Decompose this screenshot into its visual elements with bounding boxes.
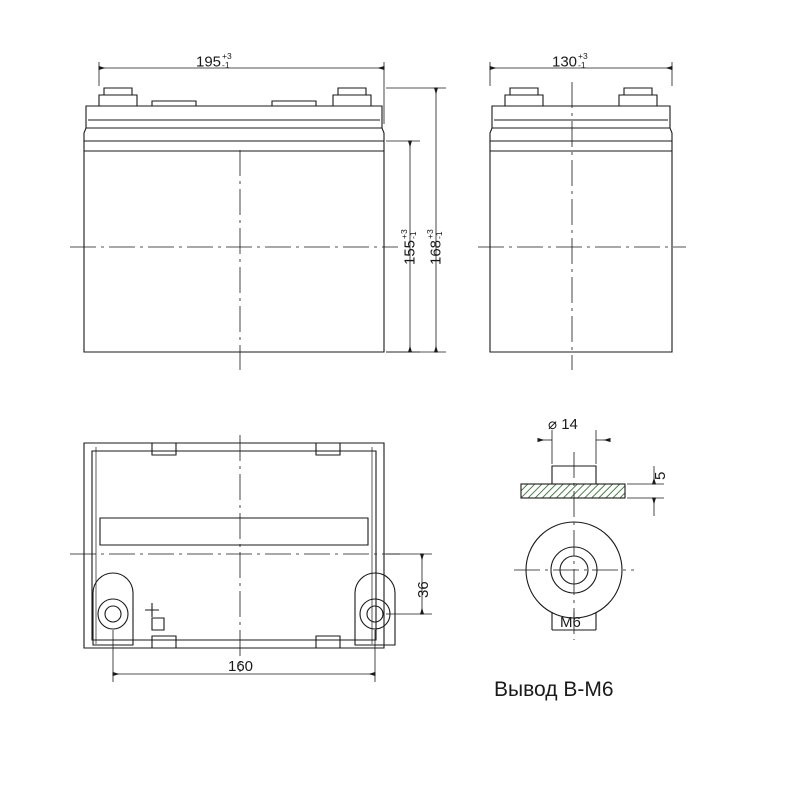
side-view-centerlines	[478, 82, 686, 370]
bottom-view-centerlines	[70, 435, 400, 672]
tol-upper: +3	[578, 51, 588, 61]
dimension-label-width: 195 +3 -1	[196, 51, 232, 71]
tol-upper: +3	[425, 229, 435, 239]
bottom-view	[84, 443, 395, 648]
terminal-detail-dimension-lines	[538, 430, 664, 622]
dimension-label-terminal-thread: M6	[560, 614, 581, 631]
tol-lower: -1	[433, 231, 444, 239]
dimension-label-hole-spacing: 160	[228, 658, 254, 675]
tol-lower: -1	[407, 231, 418, 239]
tol-lower: -1	[578, 59, 586, 70]
tol-upper: +3	[399, 229, 409, 239]
side-view	[490, 88, 672, 352]
front-view	[84, 88, 384, 352]
dimension-label-edge-offset: 36	[415, 581, 432, 598]
front-view-centerlines	[70, 150, 398, 370]
dimension-label-height-total: 168 +3 -1	[425, 229, 445, 265]
dimension-label-depth: 130 +3 -1	[552, 51, 588, 71]
terminal-detail-view	[521, 466, 625, 630]
dimension-label-terminal-thickness: 5	[652, 471, 669, 480]
terminal-caption: Вывод B-M6	[494, 678, 614, 701]
dimension-label-terminal-diameter: ⌀ 14	[548, 416, 578, 433]
tol-upper: +3	[222, 51, 232, 61]
tol-lower: -1	[222, 59, 230, 70]
dimension-label-height-body: 155 +3 -1	[399, 229, 419, 265]
